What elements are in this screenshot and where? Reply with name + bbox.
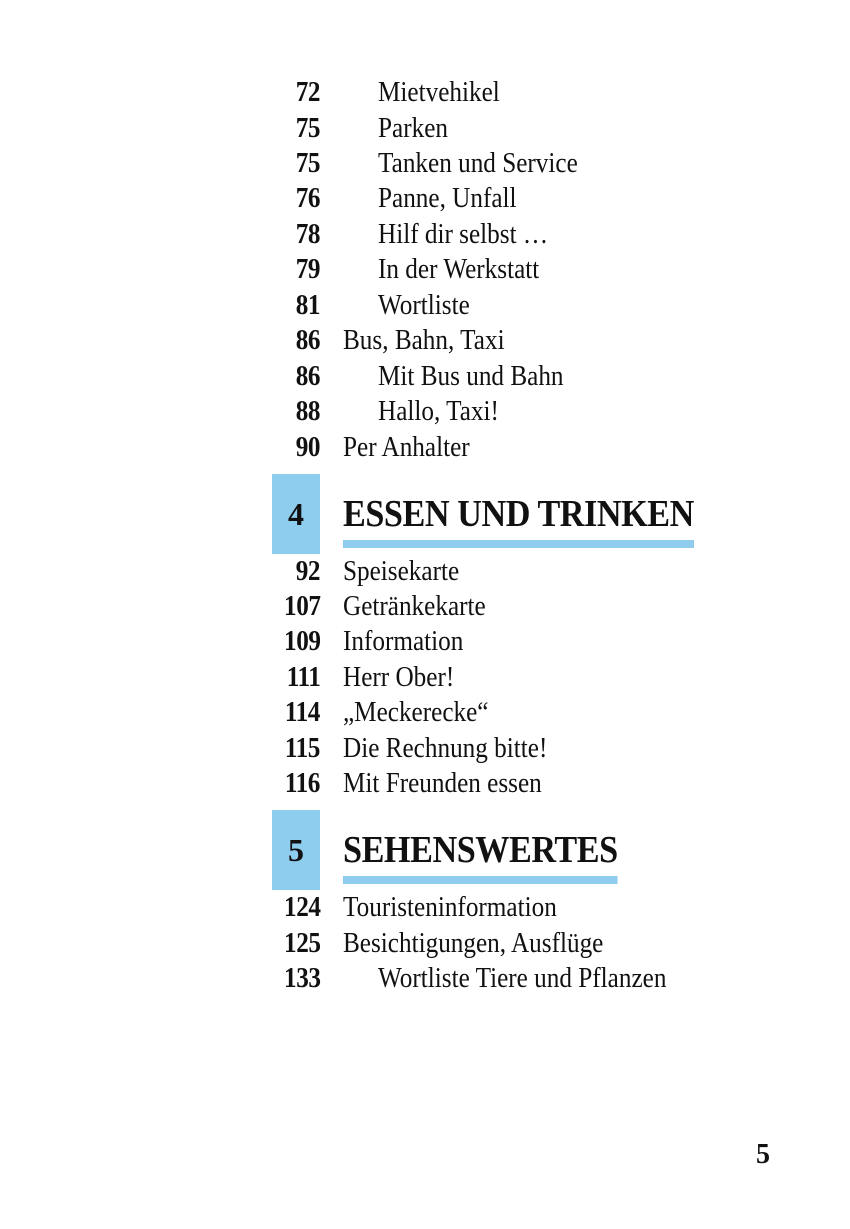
toc-entry[interactable] xyxy=(0,926,850,962)
toc-page-number: 79 xyxy=(295,254,320,285)
toc-page-number: 76 xyxy=(295,183,320,214)
toc-page-number: 72 xyxy=(295,77,320,108)
toc-entry-title: Mit Freunden essen xyxy=(343,768,542,799)
toc-entry[interactable] xyxy=(0,394,850,430)
toc-entry-title: Bus, Bahn, Taxi xyxy=(343,325,505,356)
toc-entry-title: Besichtigungen, Ausflüge xyxy=(343,928,604,959)
toc-page-number: 133 xyxy=(283,963,320,994)
toc-page-number: 124 xyxy=(283,892,320,923)
toc-page-number: 107 xyxy=(283,591,320,622)
toc-page-number: 90 xyxy=(295,432,320,463)
toc-page-number: 111 xyxy=(286,662,320,693)
toc-entry-title: Speisekarte xyxy=(343,556,460,587)
toc-page-number: 116 xyxy=(284,768,320,799)
toc-entry-title: Per Anhalter xyxy=(343,432,470,463)
toc-entry[interactable] xyxy=(0,430,850,466)
toc-entry[interactable] xyxy=(0,554,850,590)
toc-entry-title: Hilf dir selbst … xyxy=(378,219,549,250)
toc-entry[interactable] xyxy=(0,323,850,359)
toc-page-number: 75 xyxy=(295,113,320,144)
toc-entry[interactable] xyxy=(0,111,850,147)
chapter-number: 5 xyxy=(288,832,304,868)
toc-entry-title: Herr Ober! xyxy=(343,662,455,693)
toc-entry-title: Hallo, Taxi! xyxy=(378,396,499,427)
toc-entry-title: Wortliste Tiere und Pflanzen xyxy=(378,963,667,994)
toc-entry[interactable] xyxy=(0,217,850,253)
toc-entry[interactable] xyxy=(0,660,850,696)
chapter-heading[interactable] xyxy=(0,474,850,554)
toc-entry-title: Panne, Unfall xyxy=(378,183,517,214)
chapter-title: SEHENSWERTES xyxy=(343,828,618,884)
toc-entry-title: Parken xyxy=(378,113,448,144)
chapter-number: 4 xyxy=(288,496,304,532)
toc-entry-title: Wortliste xyxy=(378,290,470,321)
toc-entry[interactable] xyxy=(0,766,850,802)
toc-entry[interactable] xyxy=(0,181,850,217)
toc-entry[interactable] xyxy=(0,75,850,111)
toc-entry[interactable] xyxy=(0,359,850,395)
chapter-heading[interactable] xyxy=(0,810,850,890)
toc-entry-title: Mietvehikel xyxy=(378,77,500,108)
toc-entry[interactable] xyxy=(0,252,850,288)
toc-page-number: 78 xyxy=(295,219,320,250)
page-number: 5 xyxy=(756,1139,770,1170)
toc-entry[interactable] xyxy=(0,695,850,731)
toc-entry[interactable] xyxy=(0,146,850,182)
toc-entry-title: Tanken und Service xyxy=(378,148,578,179)
toc-entry-title: „Meckerecke“ xyxy=(343,697,489,728)
toc-page-number: 109 xyxy=(283,626,320,657)
toc-entry[interactable] xyxy=(0,589,850,625)
toc-entry-title: Information xyxy=(343,626,464,657)
toc-page-number: 114 xyxy=(284,697,320,728)
toc-page-number: 75 xyxy=(295,148,320,179)
toc-entry-title: Mit Bus und Bahn xyxy=(378,361,564,392)
toc-page-number: 92 xyxy=(295,556,320,587)
toc-page-number: 86 xyxy=(295,361,320,392)
toc-entry[interactable] xyxy=(0,731,850,767)
toc-entry[interactable] xyxy=(0,961,850,997)
toc-entry-title: In der Werkstatt xyxy=(378,254,540,285)
chapter-title: ESSEN UND TRINKEN xyxy=(343,492,694,548)
toc-entry[interactable] xyxy=(0,890,850,926)
toc-page-number: 125 xyxy=(283,928,320,959)
toc-page-number: 81 xyxy=(295,290,320,321)
toc-page-number: 115 xyxy=(284,733,320,764)
toc-page-number: 88 xyxy=(295,396,320,427)
toc-entry-title: Getränkekarte xyxy=(343,591,486,622)
toc-entry[interactable] xyxy=(0,624,850,660)
toc-page-number: 86 xyxy=(295,325,320,356)
toc-entry-title: Die Rechnung bitte! xyxy=(343,733,548,764)
toc-entry-title: Touristeninformation xyxy=(343,892,557,923)
toc-entry[interactable] xyxy=(0,288,850,324)
